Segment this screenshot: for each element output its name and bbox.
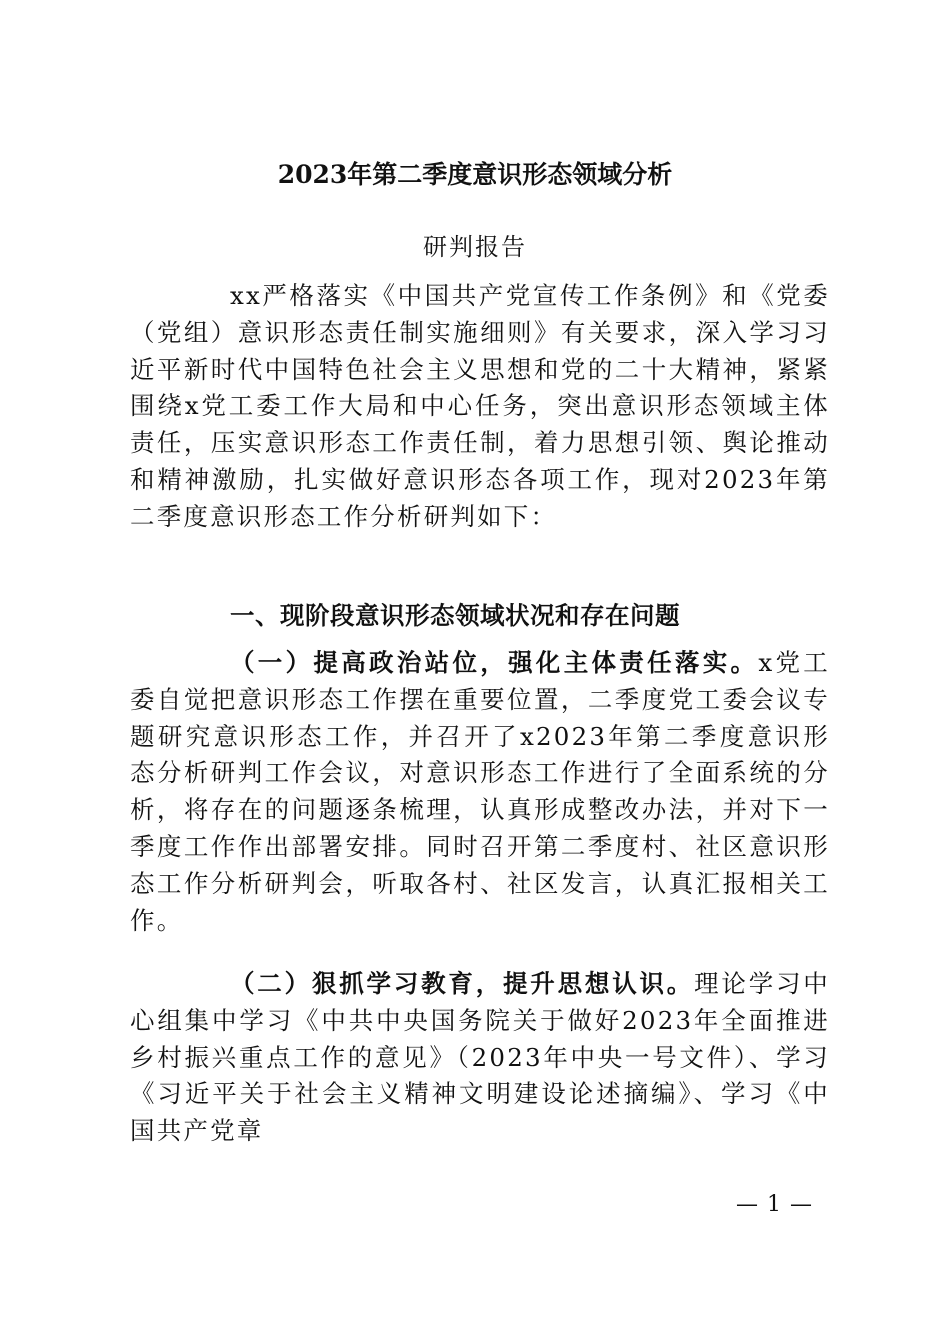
page-number: — 1 — bbox=[736, 1192, 813, 1217]
document-subtitle: 研判报告 bbox=[423, 233, 527, 261]
subsection-1-heading: （一）提高政治站位，强化主体责任落实。 bbox=[230, 648, 759, 677]
subsection-2-paragraph bbox=[130, 966, 830, 1150]
intro-paragraph: xx严格落实《中国共产党宣传工作条例》和《党委（党组）意识形态责任制实施细则》有关要求，深入学习习近平新时代中国特色社会主义思想和党的二十大精神，紧紧围绕x党工委工作大局和中心任务，突出意识形态领域主体责任，压实意识形态工作责任制，着力思想引领、舆论推动和精神激励，扎实做好意识形态各项工作，现对2023年第二季度意识形态工作分析研判如下： bbox=[130, 281, 830, 531]
subsection-2-heading: （二）狠抓学习教育，提升思想认识。 bbox=[230, 969, 695, 998]
subsection-1-paragraph bbox=[130, 645, 830, 939]
section-heading-1: 一、现阶段意识形态领域状况和存在问题 bbox=[230, 601, 680, 630]
document-title: 2023年第二季度意识形态领域分析 bbox=[277, 160, 673, 189]
subsection-2-text: 理论学习中心组集中学习《中共中央国务院关于做好2023年全面推进乡村振兴重点工作的意见》（2023年中央一号文件）、学习《习近平关于社会主义精神文明建设论述摘编》、学习《中国共产党章 bbox=[130, 969, 830, 1146]
subsection-1-text: x党工委自觉把意识形态工作摆在重要位置，二季度党工委会议专题研究意识形态工作，并召开了x2023年第二季度意识形态分析研判工作会议，对意识形态工作进行了全面系统的分析，将存在的问题逐条梳理，认真形成整改办法，并对下一季度工作作出部署安排。同时召开第二季度村、社区意识形态工作分析研判会，听取各村、社区发言，认真汇报相关工作。 bbox=[130, 648, 830, 935]
